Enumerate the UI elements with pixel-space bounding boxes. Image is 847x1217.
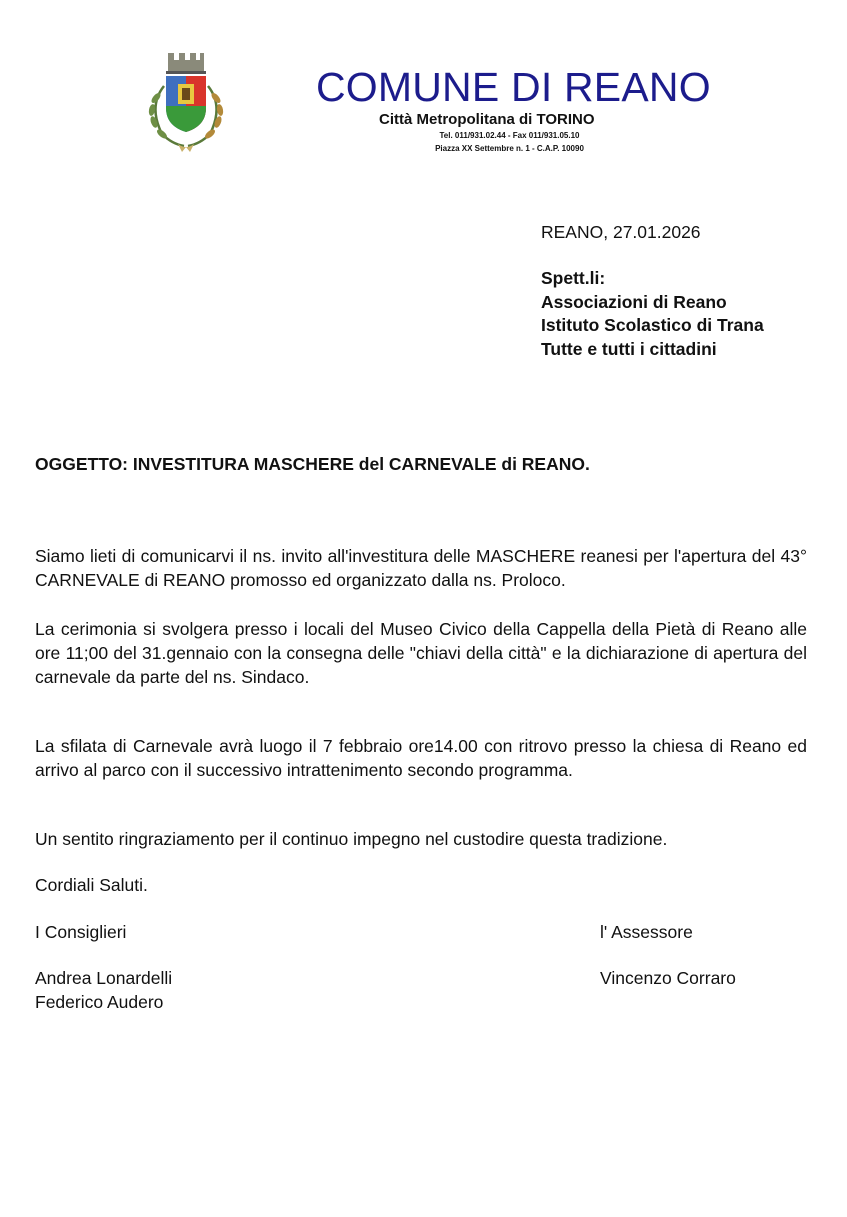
assessor-names <box>600 967 736 991</box>
signatory-name: Andrea Lonardelli <box>35 968 173 988</box>
contact-phone-fax: Tel. 011/931.02.44 - Fax 011/931.05.10 <box>439 131 580 140</box>
letter-subject: OGGETTO: INVESTITURA MASCHERE del CARNEVALE di REANO. <box>35 454 590 474</box>
signatory-role-assessor: l' Assessore <box>600 922 693 942</box>
signatory-role-councillors: I Consiglieri <box>35 922 127 942</box>
body-paragraph: Un sentito ringraziamento per il continuo impegno nel custodire questa tradizione. <box>35 829 668 849</box>
letter-date: REANO, 27.01.2026 <box>541 222 701 242</box>
signatory-name: Vincenzo Corraro <box>600 968 736 988</box>
councillor-names <box>35 967 172 1014</box>
signatory-name: Federico Audero <box>35 991 164 1012</box>
body-paragraph: Siamo lieti di comunicarvi il ns. invito all'investitura delle MASCHERE reanesi per l'apertura del 43° CARNEVALE di REANO promosso ed organizzato dalla ns. Proloco. <box>35 546 807 590</box>
municipality-title: COMUNE DI REANO <box>316 64 711 110</box>
contact-address: Piazza XX Settembre n. 1 - C.A.P. 10090 <box>435 144 584 153</box>
recipients-block <box>541 267 764 361</box>
recipients-heading: Spett.li: <box>541 268 606 288</box>
recipient-line: Associazioni di Reano <box>541 291 727 312</box>
body-paragraph: La cerimonia si svolgera presso i locali del Museo Civico della Cappella della Pietà di Reano alle ore 11;00 del 31.gennaio con la consegna delle "chiavi della città" e la dichiarazione di apertura del carnevale da parte del ns. Sindaco. <box>35 619 807 687</box>
closing-greeting: Cordiali Saluti. <box>35 875 148 895</box>
body-paragraph: La sfilata di Carnevale avrà luogo il 7 febbraio ore14.00 con ritrovo presso la chiesa di Reano ed arrivo al parco con il successivo intrattenimento secondo programma. <box>35 736 807 780</box>
recipient-line: Tutte e tutti i cittadini <box>541 338 717 359</box>
recipient-line: Istituto Scolastico di Trana <box>541 315 764 335</box>
metropolitan-city-subtitle: Città Metropolitana di TORINO <box>379 111 595 128</box>
